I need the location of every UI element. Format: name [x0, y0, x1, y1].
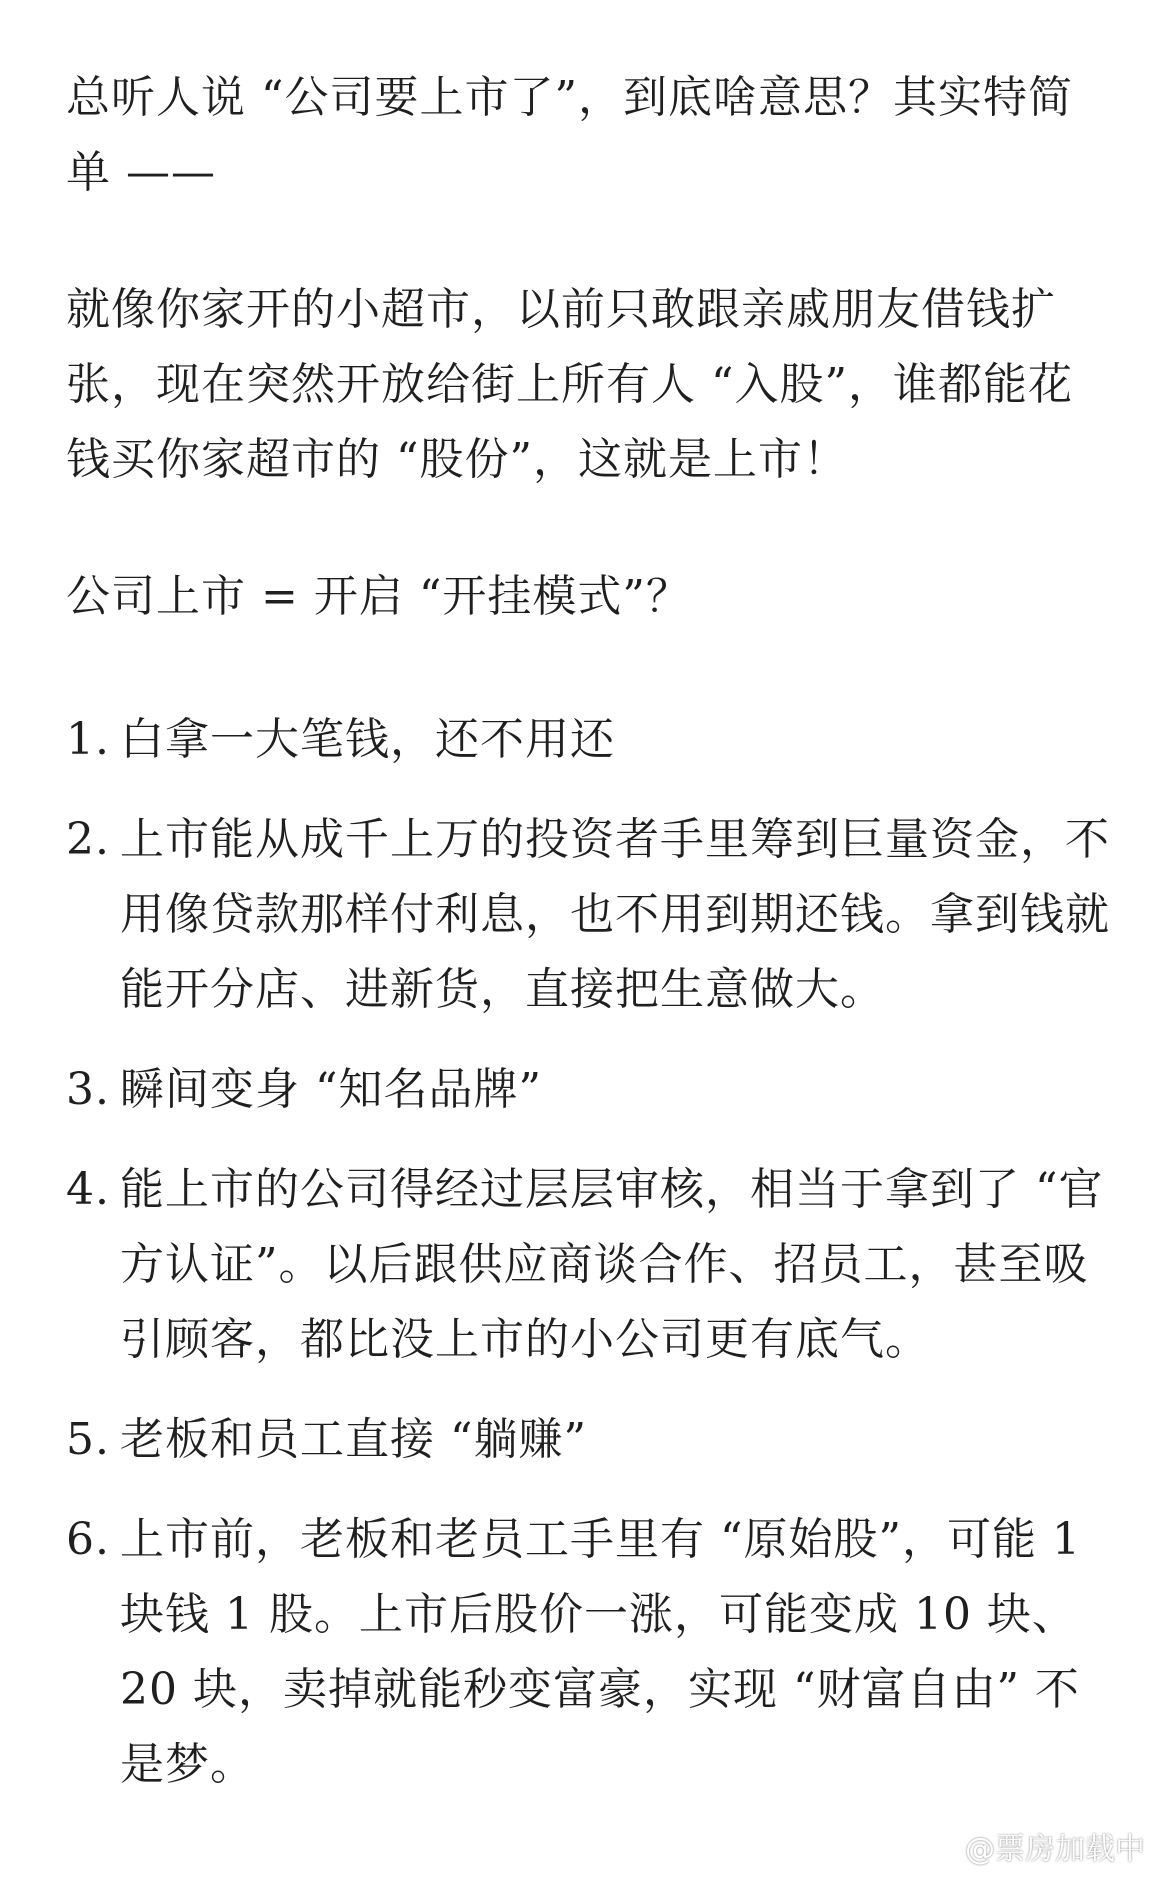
- list-item: [66, 802, 1116, 1027]
- list-item-text: 白拿一大笔钱，还不用还: [120, 714, 615, 765]
- list-item-text: 上市前，老板和老员工手里有 “原始股”，可能 1 块钱 1 股。上市后股价一涨，可能变成 10 块、20 块，卖掉就能秒变富豪，实现 “财富自由” 不是梦。: [120, 1514, 1081, 1790]
- list-item-number: 3.: [66, 1064, 110, 1115]
- list-item-text: 能上市的公司得经过层层审核，相当于拿到了 “官方认证”。以后跟供应商谈合作、招员工，甚至吸引顾客，都比没上市的小公司更有底气。: [120, 1164, 1104, 1365]
- intro-paragraph-1: 总听人说 “公司要上市了”，到底啥意思？其实特简单 ——: [66, 72, 1073, 198]
- spacer: [66, 634, 1116, 702]
- list-item: [66, 1052, 1116, 1127]
- list-item-number: 4.: [66, 1164, 110, 1215]
- spacer: [66, 210, 1116, 272]
- list-item: [66, 702, 1116, 777]
- watermark-text: @票房加载中: [965, 1832, 1145, 1867]
- list-item-number: 2.: [66, 814, 110, 865]
- list-item: [66, 1152, 1116, 1377]
- section-heading: 公司上市 = 开启 “开挂模式”？: [66, 571, 691, 622]
- list-item-text: 上市能从成千上万的投资者手里筹到巨量资金，不用像贷款那样付利息，也不用到期还钱。拿到钱就能开分店、进新货，直接把生意做大。: [120, 814, 1110, 1015]
- numbered-list: [66, 702, 1116, 1802]
- article-body: [66, 60, 1116, 1827]
- watermark: [915, 1824, 1145, 1868]
- spacer: [66, 497, 1116, 559]
- list-item-text: 瞬间变身 “知名品牌”: [120, 1064, 542, 1115]
- weibo-icon: [915, 1825, 957, 1867]
- list-item: [66, 1402, 1116, 1477]
- list-item: [66, 1502, 1116, 1802]
- list-item-text: 老板和员工直接 “躺赚”: [120, 1414, 587, 1465]
- list-item-number: 1.: [66, 714, 110, 765]
- intro-paragraph-2: 就像你家开的小超市，以前只敢跟亲戚朋友借钱扩张，现在突然开放给街上所有人 “入股”，谁都能花钱买你家超市的 “股份”，这就是上市！: [66, 284, 1073, 485]
- list-item-number: 5.: [66, 1414, 110, 1465]
- list-item-number: 6.: [66, 1514, 110, 1565]
